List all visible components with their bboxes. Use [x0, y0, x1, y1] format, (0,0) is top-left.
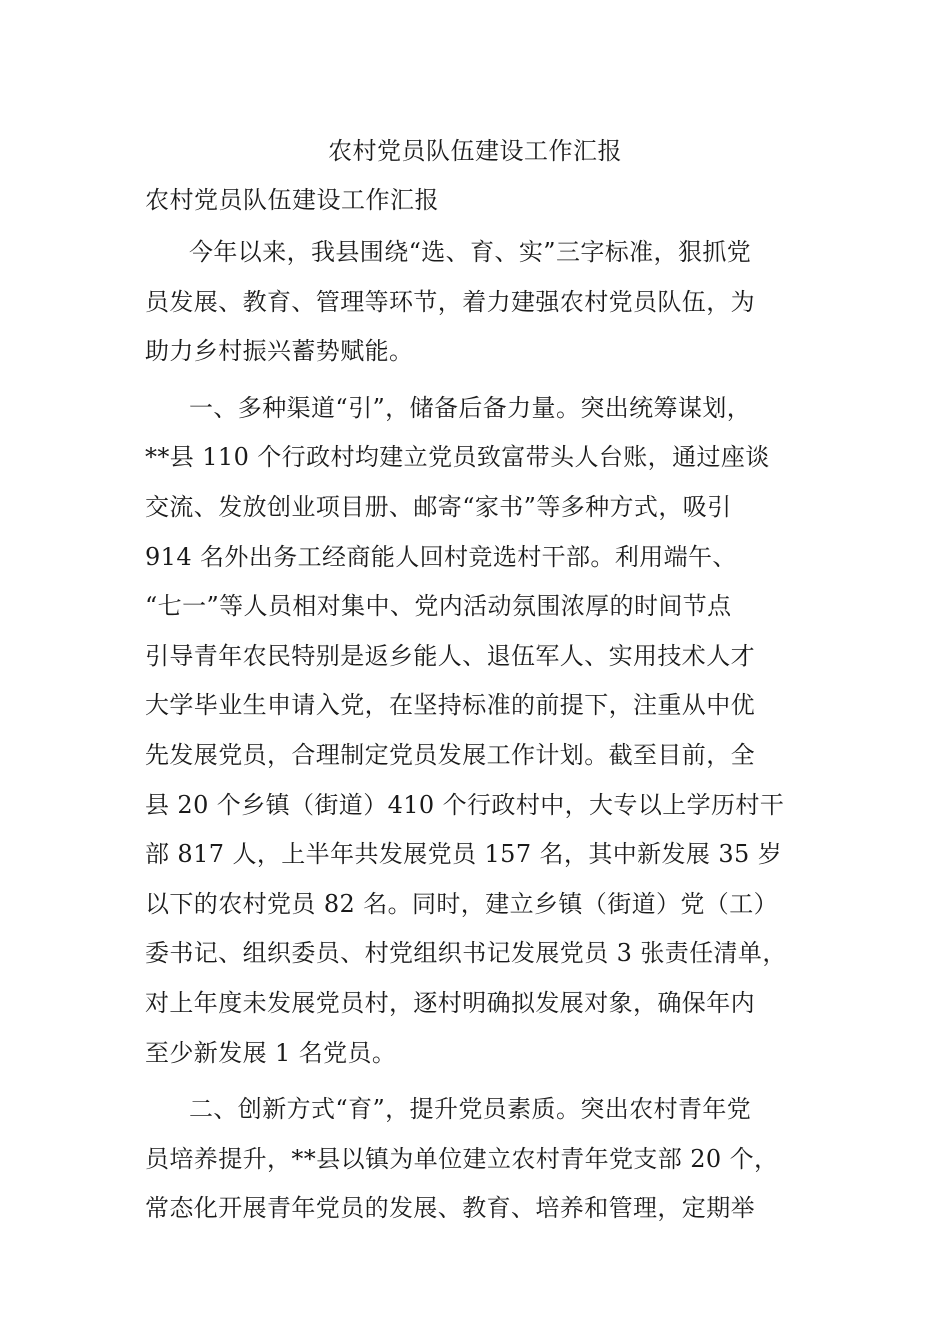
paragraph-section-two	[145, 1085, 825, 1234]
text-line: 先发展党员，合理制定党员发展工作计划。截至目前，全	[145, 740, 755, 769]
text-line: 交流、发放创业项目册、邮寄“家书”等多种方式，吸引	[145, 492, 732, 521]
text-line: 常态化开展青年党员的发展、教育、培养和管理，定期举	[145, 1194, 755, 1223]
text-line: 以下的农村党员 82 名。同时，建立乡镇（街道）党（工）	[145, 889, 778, 918]
text-line: 二、创新方式“育”，提升党员素质。突出农村青年党	[189, 1095, 752, 1124]
text-line: 大学毕业生申请入党，在坚持标准的前提下，注重从中优	[145, 691, 755, 720]
text-line: 914 名外出务工经商能人回村竞选村干部。利用端午、	[145, 542, 737, 571]
text-line: 助力乡村振兴蓄势赋能。	[145, 337, 414, 366]
text-line: 员培养提升，**县以镇为单位建立农村青年党支部 20 个，	[145, 1144, 779, 1173]
text-line: 今年以来，我县围绕“选、育、实”三字标准，狠抓党	[189, 238, 752, 266]
text-line: 委书记、组织委员、村党组织书记发展党员 3 张责任清单，	[145, 939, 787, 968]
text-line: 引导青年农民特别是返乡能人、退伍军人、实用技术人才	[145, 641, 755, 670]
text-line: 一、多种渠道“引”，储备后备力量。突出统筹谋划，	[189, 393, 752, 422]
paragraph-intro	[145, 228, 825, 377]
text-line: **县 110 个行政村均建立党员致富带头人台账，通过座谈	[145, 443, 770, 472]
document-subtitle: 农村党员队伍建设工作汇报	[145, 186, 439, 214]
document-body	[145, 228, 825, 1234]
text-line: 部 817 人，上半年共发展党员 157 名，其中新发展 35 岁	[145, 840, 783, 869]
document-title: 农村党员队伍建设工作汇报	[328, 137, 622, 165]
text-line: “七一”等人员相对集中、党内活动氛围浓厚的时间节点	[145, 592, 732, 621]
text-line: 对上年度未发展党员村，逐村明确拟发展对象，确保年内	[145, 988, 755, 1017]
text-line: 至少新发展 1 名党员。	[145, 1038, 397, 1067]
text-line: 员发展、教育、管理等环节，着力建强农村党员队伍，为	[145, 287, 755, 316]
paragraph-section-one	[145, 384, 825, 1078]
text-line: 县 20 个乡镇（街道）410 个行政村中，大专以上学历村干	[145, 790, 785, 819]
